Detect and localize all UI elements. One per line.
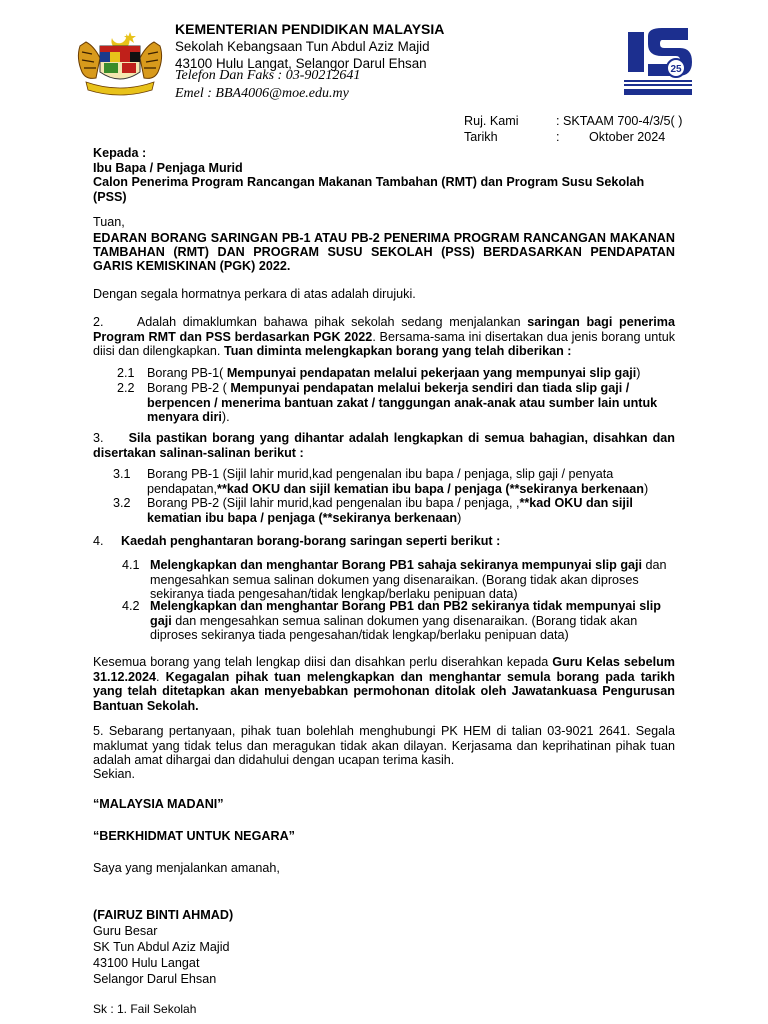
school-25-anniversary-logo <box>618 22 698 98</box>
submission-paragraph: Kesemua borang yang telah lengkap diisi dan disahkan perlu diserahkan kepada Guru Kelas sebelum 31.12.2024. Kegagalan pihak tuan melengkapkan dan menghantar semula borang pada tarikh yang telah ditetapkan akan menyebabkan permohonan ditolak oleh Jawatankuasa Pengurusan Bantuan Sekolah. <box>93 655 675 713</box>
paragraph-3: 3. Sila pastikan borang yang dihantar adalah lengkapkan di semua bahagian, disahkan dan disertakan salinan-salinan berikut : <box>93 431 675 460</box>
signatory-name: (FAIRUZ BINTI AHMAD) <box>93 908 234 922</box>
date-value: Oktober 2024 <box>589 130 666 144</box>
motto-berkhidmat: “BERKHIDMAT UNTUK NEGARA” <box>93 829 295 843</box>
paragraph-2: 2. Adalah dimaklumkan bahawa pihak sekolah sedang menjalankan saringan bagi penerima Program RMT dan PSS berdasarkan PGK 2022. Bersama-sama ini disertakan dua jenis borang untuk diisi dan dilengkapkan. Tuan diminta melengkapkan borang yang telah diberikan : <box>93 315 676 358</box>
paragraph-5: 5. Sebarang pertanyaan, pihak tuan bolehlah menghubungi PK HEM di talian 03-9021 2641. Segala maklumat yang tidak telus dan meragukan tidak akan dilayan. Kerjasama dan keprihatinan pihak tuan adalah amat dihargai dan didahului dengan ucapan terima kasih. <box>93 724 675 767</box>
salutation: Tuan, <box>93 215 125 229</box>
phone-fax: Telefon Dan Faks : 03-90212641 <box>175 68 361 83</box>
paragraph-4: 4. Kaedah penghantaran borang-borang saringan seperti berikut : <box>93 534 501 548</box>
email: Emel : BBA4006@moe.edu.my <box>175 86 349 101</box>
svg-text:25: 25 <box>670 64 682 75</box>
item-2-2-num: 2.2 <box>117 381 135 395</box>
item-2-2: Borang PB-2 ( Mempunyai pendapatan melalui bekerja sendiri dan tiada slip gaji / berpencen / menerima bantuan zakat / tanggungan anak-anak atau sumber lain untuk menyara diri). <box>147 381 658 424</box>
signatory-school: SK Tun Abdul Aziz Majid <box>93 940 230 954</box>
item-3-2: Borang PB-2 (Sijil lahir murid,kad pengenalan ibu bapa / penjaga, ,**kad OKU dan sijil kematian ibu bapa / penjaga (**sekiranya berkenaan) <box>147 496 633 525</box>
recipient-line2: Calon Penerima Program Rancangan Makanan Tambahan (RMT) dan Program Susu Sekolah (PSS) <box>93 175 645 204</box>
school-address: 43100 Hulu Langat, Selangor Darul Ehsan <box>175 56 427 71</box>
sign-intro: Saya yang menjalankan amanah, <box>93 861 280 875</box>
sekian: Sekian. <box>93 767 136 781</box>
date-label: Tarikh <box>464 130 498 144</box>
item-2-1-num: 2.1 <box>117 366 135 380</box>
signatory-city: 43100 Hulu Langat <box>93 956 200 970</box>
kepada-label: Kepada : <box>93 146 147 160</box>
signatory-block <box>93 907 675 987</box>
date-colon: : <box>556 130 560 144</box>
item-4-2-num: 4.2 <box>122 599 140 613</box>
item-3-1-num: 3.1 <box>113 467 131 481</box>
ministry-name: KEMENTERIAN PENDIDIKAN MALAYSIA <box>175 21 445 37</box>
motto-malaysia-madani: “MALAYSIA MADANI” <box>93 797 224 811</box>
signatory-state: Selangor Darul Ehsan <box>93 972 217 986</box>
malaysia-coat-of-arms-logo <box>74 28 166 96</box>
cc-line: Sk : 1. Fail Sekolah <box>93 1002 197 1016</box>
ruj-label: Ruj. Kami <box>464 114 519 128</box>
ruj-value: : SKTAAM 700-4/3/5( ) <box>556 114 683 128</box>
intro-paragraph: Dengan segala hormatnya perkara di atas adalah dirujuki. <box>93 287 416 301</box>
item-4-1-num: 4.1 <box>122 558 140 572</box>
recipient-block <box>93 146 675 204</box>
signatory-title: Guru Besar <box>93 924 158 938</box>
recipient-line1: Ibu Bapa / Penjaga Murid <box>93 160 243 175</box>
item-3-2-num: 3.2 <box>113 496 131 510</box>
item-4-1: Melengkapkan dan menghantar Borang PB1 sahaja sekiranya mempunyai slip gaji dan mengesahkan semua salinan dokumen yang disenaraikan. (Borang tidak akan diproses sekiranya tiada pengesahan/tidak lengkap/berlaku penipuan data) <box>150 558 667 601</box>
item-2-1: Borang PB-1( Mempunyai pendapatan melalui pekerjaan yang mempunyai slip gaji) <box>147 366 641 380</box>
school-name: Sekolah Kebangsaan Tun Abdul Aziz Majid <box>175 39 430 54</box>
item-4-2: Melengkapkan dan menghantar Borang PB1 dan PB2 sekiranya tidak mempunyai slip gaji dan mengesahkan semua salinan dokumen yang disenaraikan. (Borang tidak akan diproses sekiranya tiada pengesahan/tidak lengkap/berlaku penipuan data) <box>150 599 661 642</box>
subject: EDARAN BORANG SARINGAN PB-1 ATAU PB-2 PENERIMA PROGRAM RANCANGAN MAKANAN TAMBAHAN (RMT) DAN PROGRAM SUSU SEKOLAH (PSS) BERDASARKAN PENDAPATAN GARIS KEMISKINAN (PGK) 2022. <box>93 231 675 273</box>
item-3-1: Borang PB-1 (Sijil lahir murid,kad pengenalan ibu bapa / penjaga, slip gaji / penyata pendapatan,**kad OKU dan sijil kematian ibu bapa / penjaga (**sekiranya berkenaan) <box>147 467 649 496</box>
